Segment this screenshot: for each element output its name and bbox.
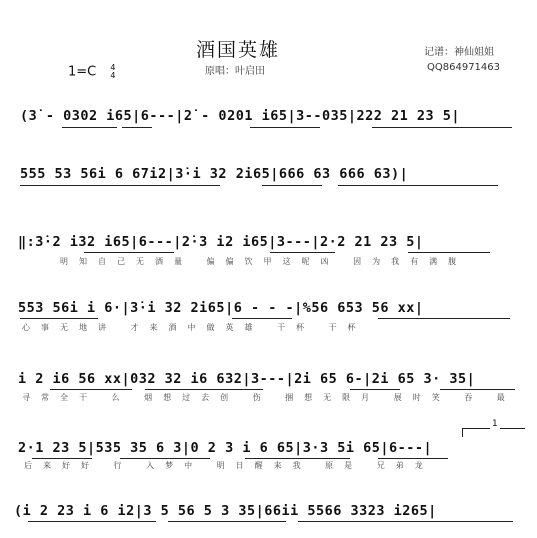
beam-underline bbox=[372, 127, 512, 128]
volta-label: 1 bbox=[492, 419, 498, 429]
beam-underline bbox=[378, 318, 510, 319]
beam-underline bbox=[298, 521, 513, 522]
beam-underline bbox=[28, 521, 156, 522]
beam-underline bbox=[232, 318, 292, 319]
beam-underline bbox=[145, 389, 263, 390]
score-line-3: ‖:3̇·2 i32 i65|6---|2̇·3 i2 i65|3---|2·2 21 23 5| bbox=[18, 234, 424, 250]
score-line-4: 553 56i i 6·|3̇·i 32 2i65|6 - - -|%56 653 56 xx| bbox=[18, 300, 424, 316]
time-signature-top: 4 bbox=[110, 63, 116, 72]
score-line-7: (i 2 23 i 6 i2|3 5 56 5 3 35|66ii 5566 3323 i265| bbox=[14, 503, 437, 519]
beam-underline bbox=[408, 252, 490, 253]
beam-underline bbox=[350, 389, 400, 390]
beam-underline bbox=[378, 458, 448, 459]
score-line-6: 2·1 23 5|535 35 6 3|0 2 3 i 6 65|3·3 5i 65|6---| bbox=[18, 440, 433, 456]
beam-underline bbox=[20, 318, 98, 319]
beam-underline bbox=[84, 252, 174, 253]
beam-underline bbox=[262, 185, 322, 186]
score-line-2: 555 53 56i 6 67i2|3̇·i 32 2i65|666 63 666 63)| bbox=[20, 166, 409, 182]
beam-underline bbox=[250, 127, 320, 128]
volta-bracket bbox=[462, 428, 525, 437]
beam-underline bbox=[440, 389, 515, 390]
lyrics-line-4: 心事无地讲 才来酒中做英雄 干杯 干杯 bbox=[22, 323, 367, 332]
beam-underline bbox=[245, 458, 350, 459]
beam-underline bbox=[168, 521, 286, 522]
time-signature-bottom: 4 bbox=[110, 71, 116, 80]
lyrics-line-6: 后来好好 行 入梦中 明日醒来我 原是 兄弟龙 bbox=[24, 461, 434, 470]
beam-underline bbox=[20, 185, 220, 186]
lyrics-line-3: 明知自己无酒量 偏偏饮甲这呢凶 因为我有满腹 bbox=[60, 257, 468, 266]
lyrics-line-5: 寻常全干 么 烟想过去创 伤 捆想无限月 展时笑 吞 最 bbox=[22, 393, 516, 402]
singer-credit: 原唱：叶启田 bbox=[205, 66, 265, 77]
score-line-5: i 2 i6 56 xx|032 32 i6 632|3---|2i 65 6-|2i 65 3· 35| bbox=[18, 371, 476, 387]
key-signature-label: 1=C bbox=[68, 64, 97, 80]
song-title: 酒国英雄 bbox=[196, 39, 281, 61]
transcriber-credit: 记谱：神仙姐姐 bbox=[424, 47, 494, 58]
time-signature bbox=[110, 64, 115, 80]
beam-underline bbox=[122, 127, 152, 128]
beam-underline bbox=[120, 458, 210, 459]
beam-underline bbox=[50, 389, 132, 390]
beam-underline bbox=[32, 458, 92, 459]
beam-underline bbox=[62, 127, 117, 128]
beam-underline bbox=[270, 252, 335, 253]
contact-number: QQ864971463 bbox=[427, 62, 501, 73]
key-signature bbox=[68, 64, 115, 80]
beam-underline bbox=[338, 185, 498, 186]
score-line-1: (3̇ - 0302 i65|6---|2̇ - 0201 i65|3--035|222 21 23 5| bbox=[20, 108, 461, 124]
